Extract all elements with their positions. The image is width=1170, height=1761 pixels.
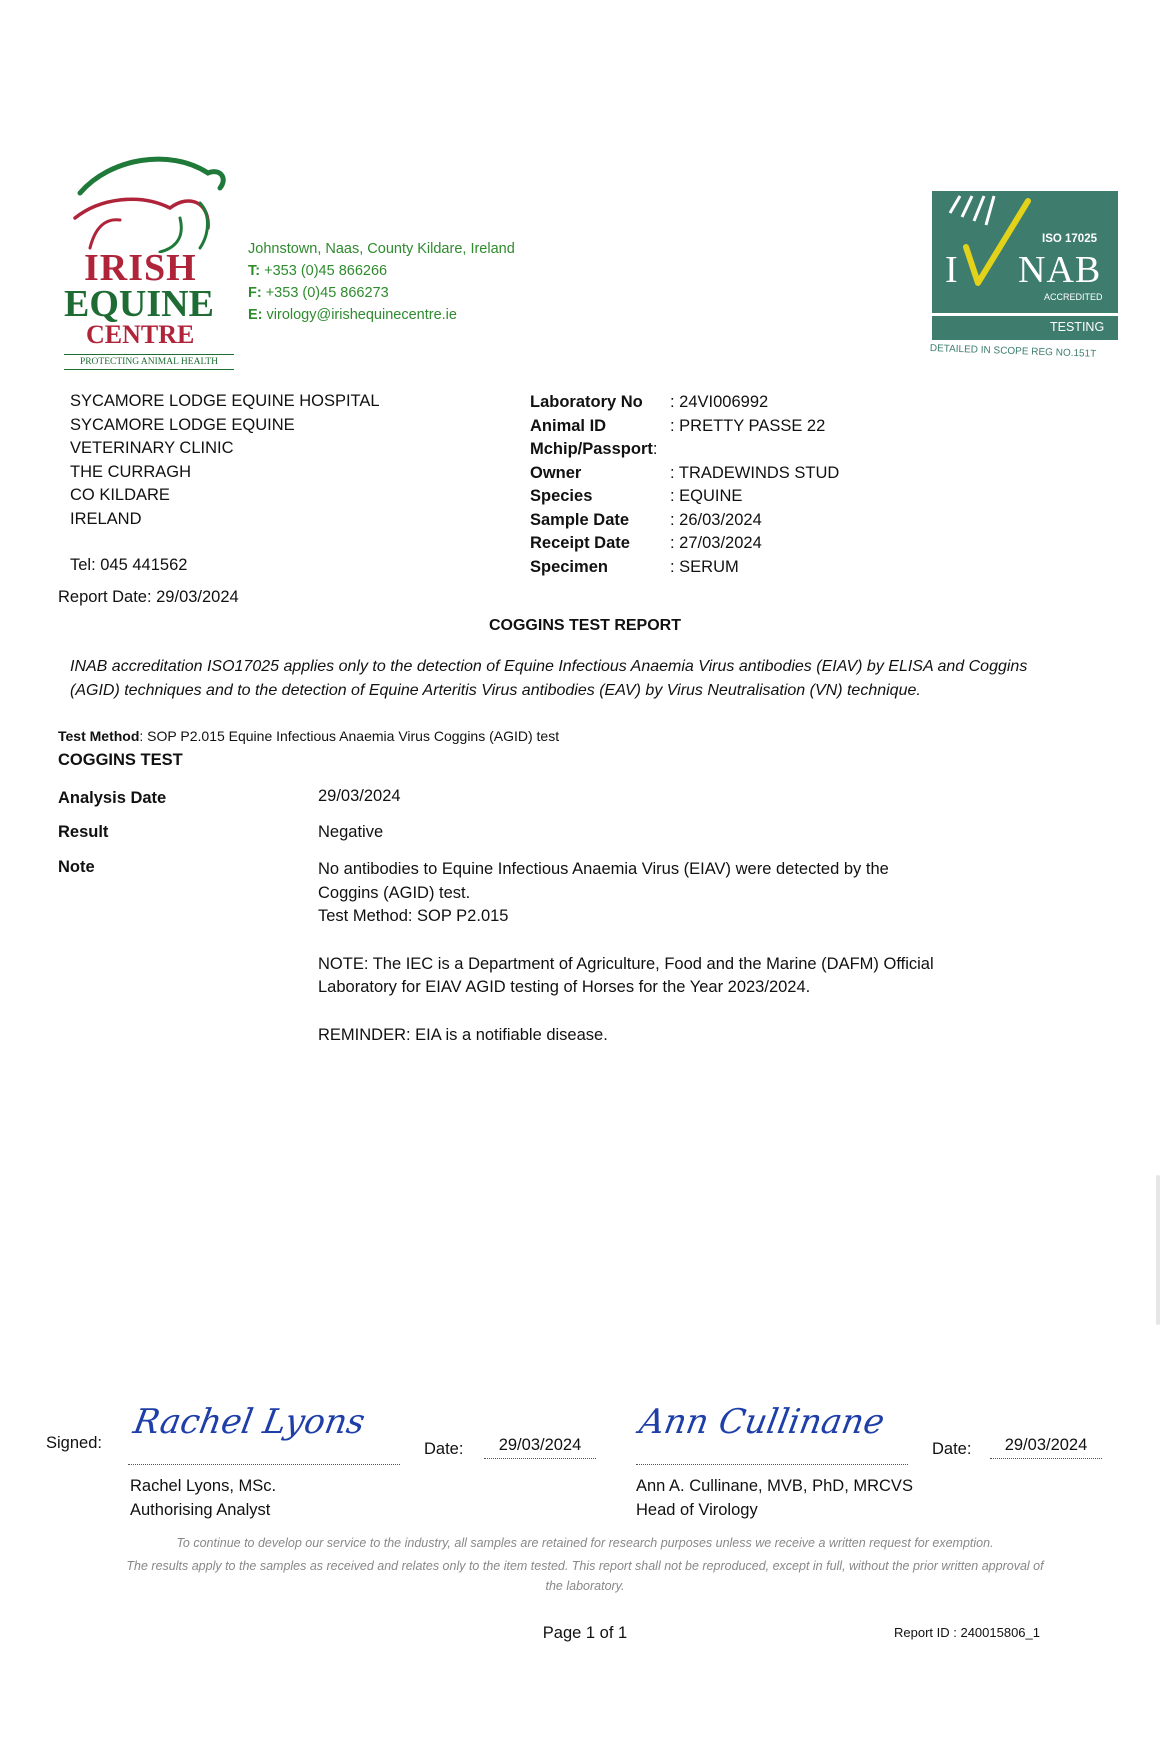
date-2-field xyxy=(990,1436,1102,1459)
page-number: Page 1 of 1 xyxy=(542,1624,628,1642)
logo-tagline: PROTECTING ANIMAL HEALTH xyxy=(64,354,234,370)
lab-info-row: Receipt Date : 27/03/2024 xyxy=(530,534,762,552)
signature-1: Rachel Lyons xyxy=(130,1402,368,1442)
recipient-line: VETERINARY CLINIC xyxy=(70,439,234,457)
recipient-line: CO KILDARE xyxy=(70,486,170,504)
footer-disclaimer: The results apply to the samples as received and relates only to the item tested. This report shall not be reproduced, except in full, without the prior written approval of the laboratory. xyxy=(126,1559,1044,1593)
date-label-2: Date: xyxy=(932,1440,972,1458)
signatory-2-name: Ann A. Cullinane, MVB, PhD, MRCVS xyxy=(636,1477,913,1495)
date-2: 29/03/2024 xyxy=(1004,1436,1088,1454)
contact-block xyxy=(248,238,515,326)
lab-info-row: Animal ID : PRETTY PASSE 22 xyxy=(530,416,826,435)
note-label: Note xyxy=(58,858,95,876)
recipient-address xyxy=(70,390,380,578)
recipient-line: SYCAMORE LODGE EQUINE HOSPITAL xyxy=(70,392,380,410)
recipient-tel: Tel: 045 441562 xyxy=(70,556,188,574)
accreditation-note: INAB accreditation ISO17025 applies only to the detection of Equine Infectious Anaemia Virus antibodies (EIAV) by ELISA and Coggins (AGID) techniques and to the detection of Equine Arteritis Virus antibodies (EAV) by Virus Neutralisation (VN) technique. xyxy=(70,658,1028,699)
report-title: COGGINS TEST REPORT xyxy=(488,617,681,634)
signatory-1-name: Rachel Lyons, MSc. xyxy=(130,1477,277,1495)
date-1-field xyxy=(484,1436,596,1459)
note-paragraph: Test Method: SOP P2.015 xyxy=(318,907,509,925)
result-value: Negative xyxy=(318,823,384,841)
note-paragraph: No antibodies to Equine Infectious Anaemia Virus (EIAV) were detected by the Coggins (AGID) test. xyxy=(318,860,889,902)
inab-accreditation-badge xyxy=(929,191,1118,360)
footer-retention-note: To continue to develop our service to the industry, all samples are retained for research purposes unless we receive a written request for exemption. xyxy=(176,1536,994,1550)
logo-irish: IRISH xyxy=(84,247,197,289)
test-method: Test Method: SOP P2.015 Equine Infectious Anaemia Virus Coggins (AGID) test xyxy=(58,728,560,744)
note-text xyxy=(318,858,938,1047)
recipient-line: IRELAND xyxy=(70,509,142,528)
lab-info-row: Mchip/Passport : xyxy=(530,440,658,458)
inab-scope: DETAILED IN SCOPE REG NO.151T xyxy=(929,343,1097,360)
note-paragraph: NOTE: The IEC is a Department of Agriculture, Food and the Marine (DAFM) Official Laboratory for EIAV AGID testing of Horses for the Year 2023/2024. xyxy=(318,954,934,996)
inab-name: NAB xyxy=(1018,249,1102,291)
signatory-1 xyxy=(130,1475,276,1522)
signatory-2-role: Head of Virology xyxy=(636,1500,758,1519)
contact-fax: F: +353 (0)45 866273 xyxy=(248,285,389,301)
scrollbar[interactable] xyxy=(1156,1175,1160,1325)
inab-letter-i: I xyxy=(945,249,958,291)
signed-label: Signed: xyxy=(46,1434,102,1452)
inab-iso: ISO 17025 xyxy=(1042,233,1097,245)
report-date: Report Date: 29/03/2024 xyxy=(58,588,239,606)
lab-info-row: Sample Date : 26/03/2024 xyxy=(530,510,762,529)
analysis-date-value: 29/03/2024 xyxy=(318,787,401,805)
signatory-2 xyxy=(636,1475,913,1522)
signatory-1-role: Authorising Analyst xyxy=(130,1500,271,1519)
contact-phone: T: +353 (0)45 866266 xyxy=(248,263,388,279)
signature-2-line xyxy=(636,1396,908,1465)
lab-info-row: Owner : TRADEWINDS STUD xyxy=(530,463,840,482)
date-label-1: Date: xyxy=(424,1440,464,1458)
inab-accredited: ACCREDITED xyxy=(1044,292,1103,302)
irish-equine-centre-logo xyxy=(60,148,235,373)
report-id: Report ID : 240015806_1 xyxy=(894,1625,1040,1640)
section-title: COGGINS TEST xyxy=(58,751,183,769)
signature-1-line xyxy=(128,1398,400,1465)
analysis-date-label: Analysis Date xyxy=(58,789,167,807)
recipient-line: THE CURRAGH xyxy=(70,462,192,481)
contact-email: E: virology@irishequinecentre.ie xyxy=(248,307,457,323)
logo-centre: CENTRE xyxy=(86,320,195,349)
logo-equine: EQUINE xyxy=(64,283,214,325)
contact-address: Johnstown, Naas, County Kildare, Ireland xyxy=(248,241,515,257)
lab-info-row: Laboratory No : 24VI006992 xyxy=(530,393,769,411)
signature-2: Ann Cullinane xyxy=(636,1402,888,1442)
inab-testing: TESTING xyxy=(1050,320,1105,334)
date-1: 29/03/2024 xyxy=(498,1436,582,1454)
lab-info-row: Species : EQUINE xyxy=(530,487,743,505)
lab-info-table xyxy=(530,391,839,579)
lab-info-row: Specimen : SERUM xyxy=(530,557,739,576)
horse-logo-icon xyxy=(60,148,235,253)
note-paragraph: REMINDER: EIA is a notifiable disease. xyxy=(318,1025,608,1044)
recipient-line: SYCAMORE LODGE EQUINE xyxy=(70,415,295,434)
result-label: Result xyxy=(58,823,109,841)
